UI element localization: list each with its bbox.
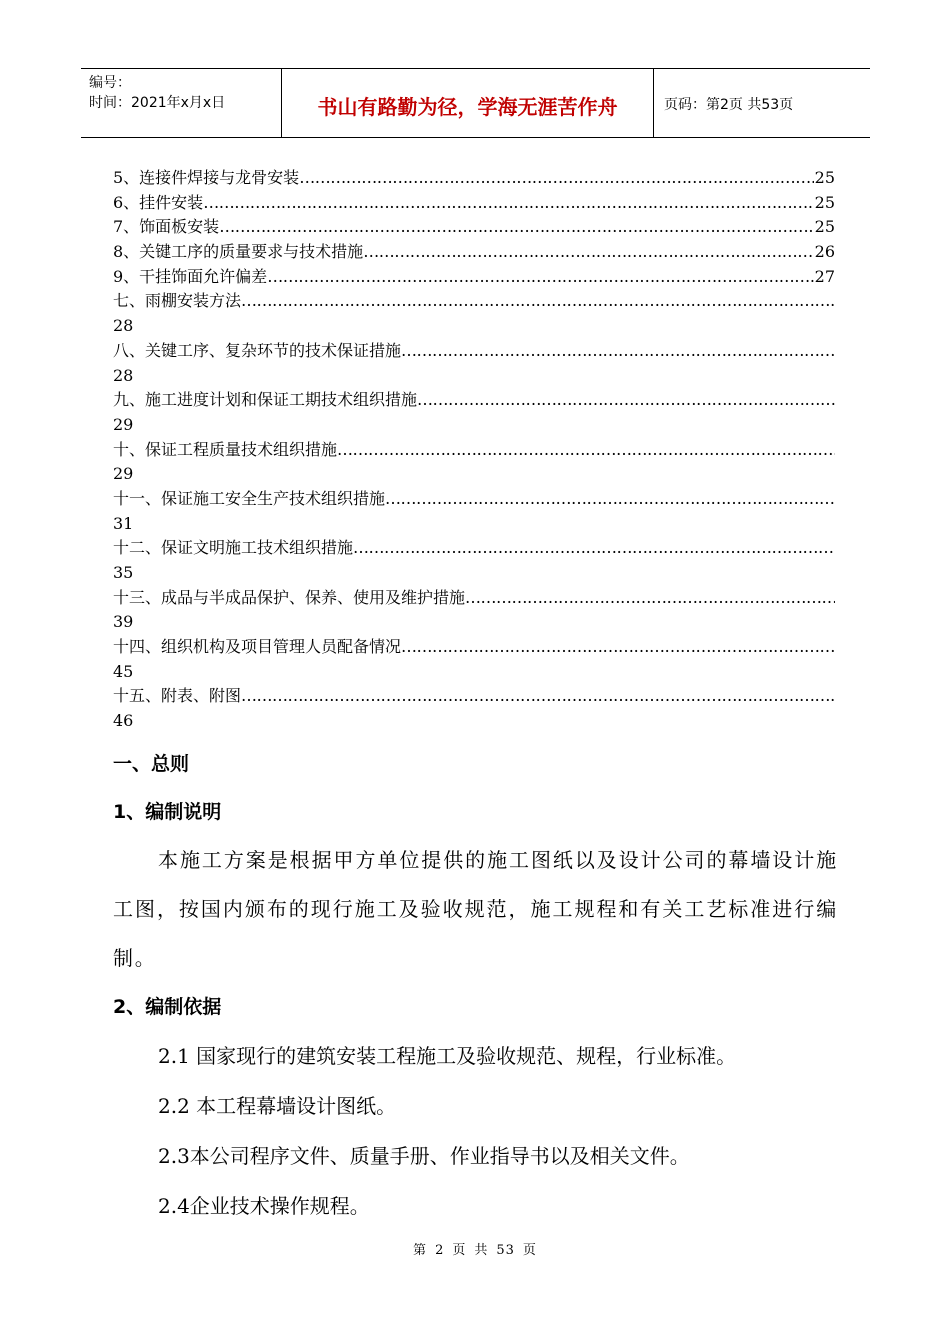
footer-total-pages: 53 bbox=[496, 1243, 515, 1258]
toc-leader-dots bbox=[241, 289, 835, 314]
toc-entry-title: 8、关键工序的质量要求与技术措施 bbox=[113, 242, 364, 262]
basis-item: 2.1 国家现行的建筑安装工程施工及验收规范、规程，行业标准。 bbox=[158, 1044, 737, 1068]
toc-entry bbox=[113, 215, 835, 240]
document-body bbox=[113, 740, 838, 1231]
toc-entry-title: 6、挂件安装 bbox=[113, 192, 204, 212]
footer-page-number: 2 bbox=[435, 1243, 445, 1258]
footer-gong: 共 bbox=[474, 1243, 489, 1258]
toc-entry-page: 26 bbox=[814, 242, 835, 262]
toc-entry bbox=[113, 191, 835, 216]
toc-leader-dots bbox=[219, 215, 813, 240]
section-heading-general: 一、总则 bbox=[113, 753, 190, 775]
toc-entry-page: 29 bbox=[113, 414, 134, 434]
subsection-heading-basis: 2、编制依据 bbox=[113, 996, 222, 1018]
toc-entry-title: 九、施工进度计划和保证工期技术组织措施 bbox=[113, 390, 418, 410]
toc-entry bbox=[113, 586, 835, 611]
toc-entry-page: 46 bbox=[113, 711, 134, 731]
toc-entry bbox=[113, 536, 835, 561]
toc-leader-dots bbox=[203, 191, 813, 216]
header-page-info: 页码：第2页 共53页 bbox=[664, 97, 794, 113]
toc-entry-page: 29 bbox=[113, 464, 134, 484]
header-meta bbox=[81, 69, 282, 137]
footer-ye: 页 bbox=[452, 1243, 467, 1258]
toc-entry-page: 25 bbox=[814, 192, 835, 212]
number-label: 编号： bbox=[89, 75, 131, 91]
toc-entry-title: 7、饰面板安装 bbox=[113, 217, 220, 237]
toc-entry bbox=[113, 289, 835, 314]
toc-entry-page: 25 bbox=[814, 217, 835, 237]
page-header bbox=[81, 68, 870, 138]
description-paragraph: 本施工方案是根据甲方单位提供的施工图纸以及设计公司的幕墙设计施工图，按国内颁布的现行施工及验收规范，施工规程和有关工艺标准进行编制。 bbox=[113, 848, 838, 970]
toc-leader-dots bbox=[401, 635, 835, 660]
basis-item: 2.4企业技术操作规程。 bbox=[158, 1194, 370, 1218]
toc-leader-dots bbox=[299, 166, 813, 191]
footer-di: 第 bbox=[413, 1243, 428, 1258]
page-footer bbox=[0, 1239, 950, 1258]
footer-ye2: 页 bbox=[522, 1243, 537, 1258]
toc-entry-title: 十一、保证施工安全生产技术组织措施 bbox=[113, 488, 386, 508]
toc-entry-page: 31 bbox=[113, 513, 134, 533]
toc-leader-dots bbox=[385, 487, 835, 512]
toc-entry-title: 八、关键工序、复杂环节的技术保证措施 bbox=[113, 340, 402, 360]
toc-entry bbox=[113, 388, 835, 413]
toc-entry-page: 39 bbox=[113, 612, 134, 632]
toc-leader-dots bbox=[241, 684, 835, 709]
toc-leader-dots bbox=[337, 438, 835, 463]
toc-entry bbox=[113, 166, 835, 191]
toc-entry-title: 十二、保证文明施工技术组织措施 bbox=[113, 538, 354, 558]
subsection-heading-description: 1、编制说明 bbox=[113, 801, 222, 823]
toc-entry bbox=[113, 487, 835, 512]
toc-entry-title: 9、干挂饰面允许偏差 bbox=[113, 266, 268, 286]
basis-item: 2.3本公司程序文件、质量手册、作业指导书以及相关文件。 bbox=[158, 1144, 690, 1168]
toc-leader-dots bbox=[267, 265, 813, 290]
toc-entry bbox=[113, 265, 835, 290]
toc-entry-page: 28 bbox=[113, 316, 134, 336]
toc-entry-title: 十、保证工程质量技术组织措施 bbox=[113, 439, 338, 459]
toc-leader-dots bbox=[363, 240, 813, 265]
date-label: 时间：2021年x月x日 bbox=[89, 95, 226, 111]
table-of-contents bbox=[113, 166, 835, 734]
toc-entry-title: 七、雨棚安装方法 bbox=[113, 291, 242, 311]
toc-entry-title: 十四、组织机构及项目管理人员配备情况 bbox=[113, 637, 402, 657]
toc-entry bbox=[113, 684, 835, 709]
toc-leader-dots bbox=[465, 586, 835, 611]
header-motto: 书山有路勤为径，学海无涯苦作舟 bbox=[282, 69, 654, 137]
toc-entry bbox=[113, 240, 835, 265]
toc-entry-page: 25 bbox=[814, 168, 835, 187]
toc-entry-title: 十五、附表、附图 bbox=[113, 686, 242, 706]
toc-entry-title: 5、连接件焊接与龙骨安装 bbox=[113, 168, 300, 187]
toc-entry-page: 45 bbox=[113, 661, 134, 681]
toc-entry-title: 十三、成品与半成品保护、保养、使用及维护措施 bbox=[113, 587, 466, 607]
toc-entry-page: 27 bbox=[814, 266, 835, 286]
toc-entry bbox=[113, 635, 835, 660]
toc-leader-dots bbox=[401, 339, 835, 364]
toc-entry-page: 28 bbox=[113, 365, 134, 385]
toc-entry bbox=[113, 438, 835, 463]
basis-item: 2.2 本工程幕墙设计图纸。 bbox=[158, 1094, 397, 1118]
toc-leader-dots bbox=[353, 536, 835, 561]
toc-entry-page: 35 bbox=[113, 563, 134, 582]
toc-leader-dots bbox=[417, 388, 835, 413]
toc-entry bbox=[113, 339, 835, 364]
